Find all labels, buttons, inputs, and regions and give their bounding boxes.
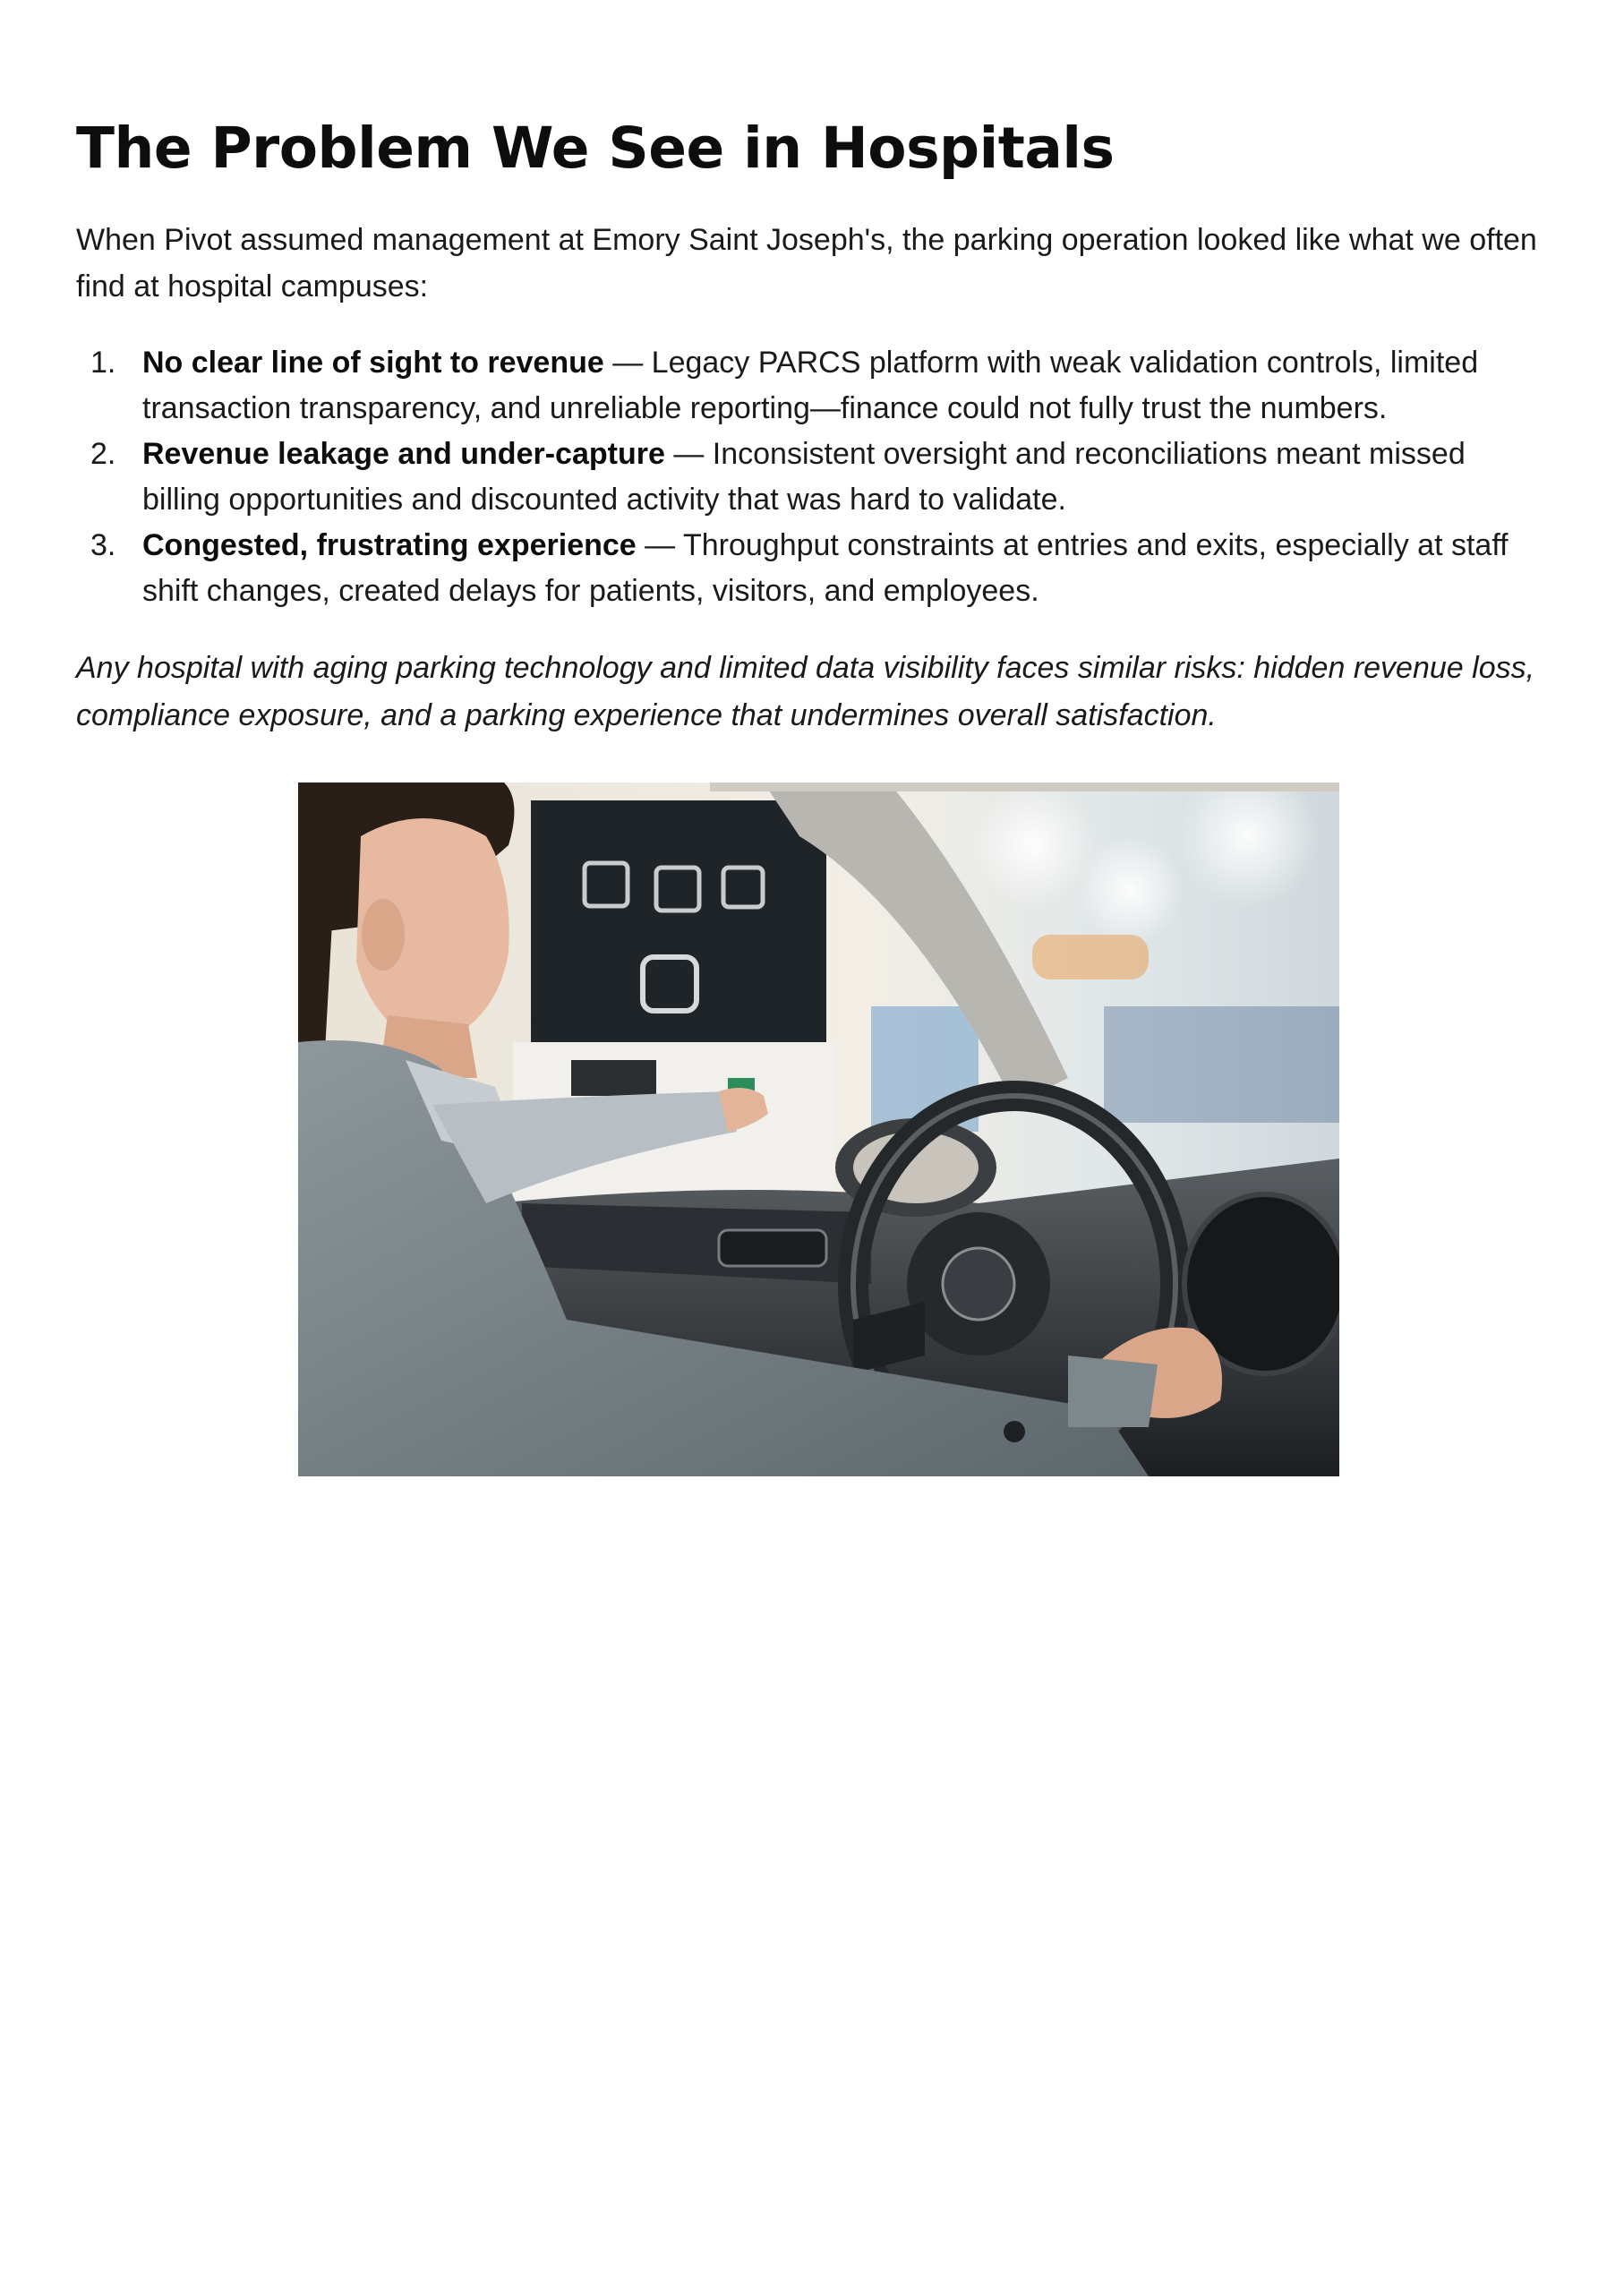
list-item (76, 432, 1544, 523)
list-item-lead: Congested, frustrating experience (142, 528, 637, 562)
problem-list (76, 340, 1544, 614)
list-item (76, 523, 1544, 614)
list-item (76, 340, 1544, 432)
list-item-text: — Throughput constraints at entries and exits, especially at staff shift changes, created delays for patients, visitors, and employees. (142, 528, 1509, 608)
list-item-text: — Legacy PARCS platform with weak validation controls, limited transaction transparency, and unreliable reporting—finance could not fully trust the numbers. (142, 346, 1479, 425)
driver-photo (298, 783, 1339, 1476)
document-page (76, 106, 1544, 740)
page-title: The Problem We See in Hospitals (76, 115, 1115, 181)
driver-at-parking-kiosk-image (298, 783, 1339, 1476)
list-item-number: 1. (90, 346, 116, 380)
list-item-text: — Inconsistent oversight and reconciliations meant missed billing opportunities and discounted activity that was hard to validate. (142, 437, 1466, 517)
list-item-lead: Revenue leakage and under-capture (142, 437, 665, 471)
intro-paragraph: When Pivot assumed management at Emory Saint Joseph's, the parking operation looked like what we often find at hospital campuses: (76, 223, 1537, 304)
list-item-number: 3. (90, 528, 116, 562)
list-item-number: 2. (90, 437, 116, 471)
list-item-lead: No clear line of sight to revenue (142, 346, 604, 380)
italic-note: Any hospital with aging parking technology and limited data visibility faces similar risks: hidden revenue loss, compliance exposure, and a parking experience that undermines overall satisfaction. (76, 651, 1535, 732)
